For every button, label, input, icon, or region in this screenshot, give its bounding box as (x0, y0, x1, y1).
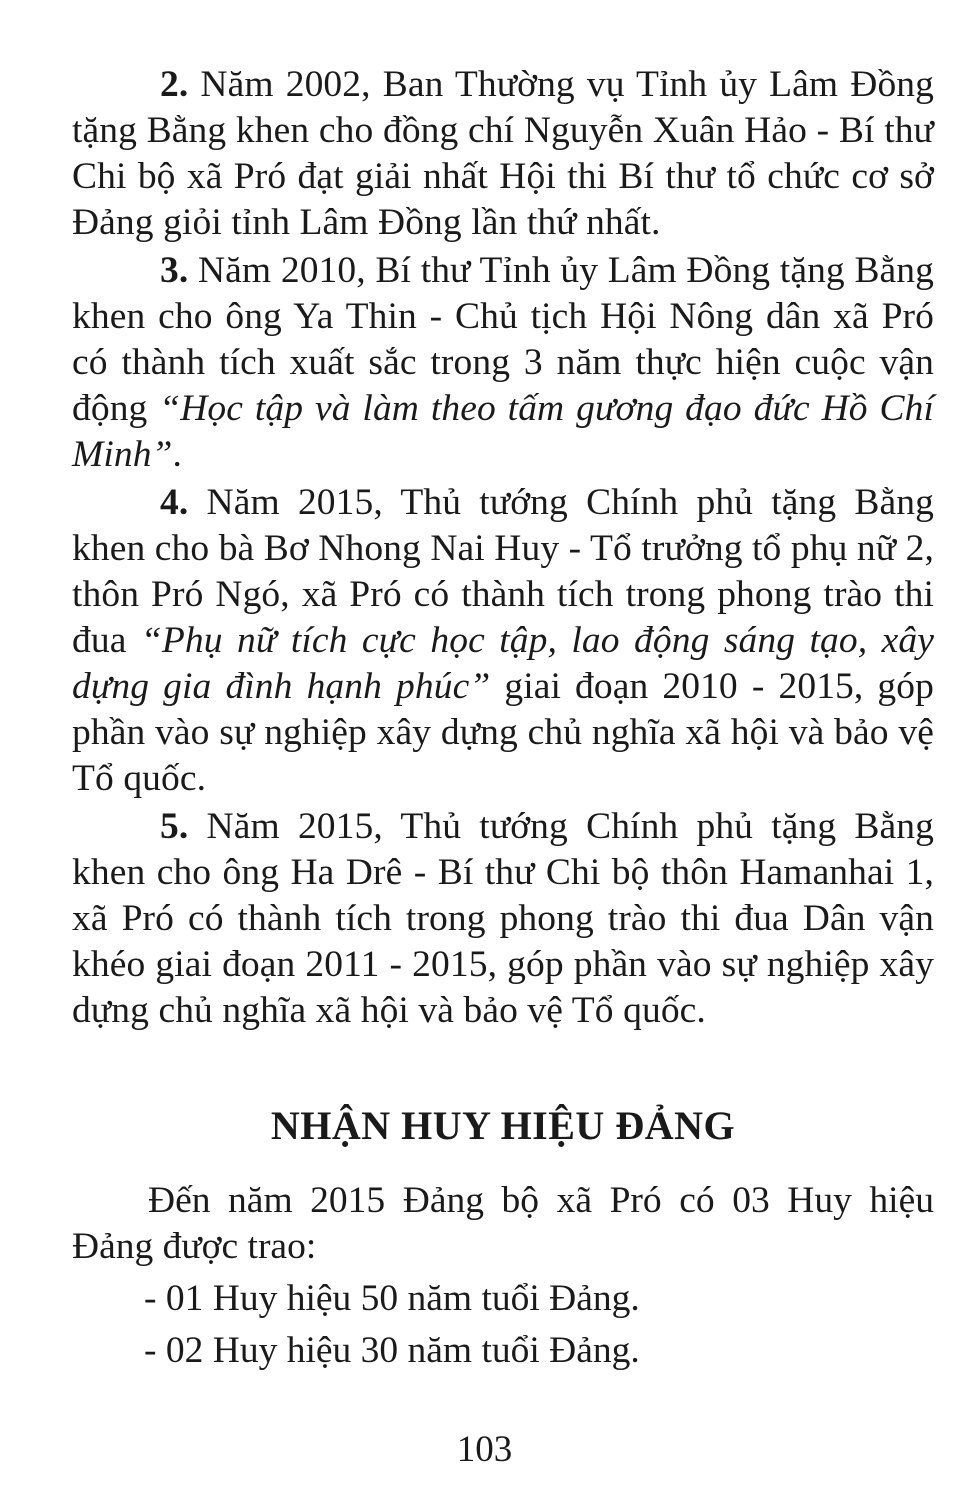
paragraph-number: 2. (160, 64, 189, 105)
list-item: - 02 Huy hiệu 30 năm tuổi Đảng. (144, 1330, 640, 1371)
paragraph-number: 5. (160, 806, 189, 847)
paragraph-text: Năm 2015, Thủ tướng Chính phủ tặng Bằng khen cho ông Ha Drê - Bí thư Chi bộ thôn Hamanhai 1, xã Pró có thành tích trong phong trào thi đua Dân vận khéo giai đoạn 2011 - 2015, góp phần vào sự nghiệp xây dựng chủ nghĩa xã hội và bảo vệ Tổ quốc. (72, 806, 934, 1031)
paragraph-tail: . (172, 434, 182, 475)
paragraph-italic-quote: “Phụ nữ tích cực học tập, lao động sáng tạo, xây dựng gia đình hạnh phúc” (72, 620, 934, 707)
list-item: - 01 Huy hiệu 50 năm tuổi Đảng. (144, 1278, 640, 1319)
award-paragraph-2 (72, 62, 934, 246)
section-intro: Đến năm 2015 Đảng bộ xã Pró có 03 Huy hiệu Đảng được trao: (72, 1180, 934, 1267)
paragraph-number: 4. (160, 482, 189, 523)
award-paragraph-4 (72, 480, 934, 802)
award-paragraph-5 (72, 804, 934, 1034)
paragraph-text: Năm 2015, Thủ tướng Chính phủ tặng Bằng khen cho bà Bơ Nhong Nai Huy - Tổ trưởng tổ phụ nữ 2, thôn Pró Ngó, xã Pró có thành tích trong phong trào thi đua (72, 482, 934, 661)
paragraph-text: Năm 2010, Bí thư Tỉnh ủy Lâm Đồng tặng Bằng khen cho ông Ya Thin - Chủ tịch Hội Nông dân xã Pró có thành tích xuất sắc trong 3 năm thực hiện cuộc vận động (72, 250, 934, 429)
document-page (72, 62, 934, 1380)
paragraph-text: Năm 2002, Ban Thường vụ Tỉnh ủy Lâm Đồng tặng Bằng khen cho đồng chí Nguyễn Xuân Hảo - Bí thư Chi bộ xã Pró đạt giải nhất Hội thi Bí thư tổ chức cơ sở Đảng giỏi tỉnh Lâm Đồng lần thứ nhất. (72, 64, 934, 243)
paragraph-italic-quote: “Học tập và làm theo tấm gương đạo đức Hồ Chí Minh” (72, 388, 934, 475)
paragraph-tail: giai đoạn 2010 - 2015, góp phần vào sự nghiệp xây dựng chủ nghĩa xã hội và bảo vệ Tổ quốc. (72, 666, 934, 799)
award-paragraph-3 (72, 248, 934, 478)
page-number: 103 (456, 1429, 513, 1470)
section-heading: NHẬN HUY HIỆU ĐẢNG (270, 1103, 736, 1148)
paragraph-number: 3. (160, 250, 189, 291)
badge-list (72, 1276, 934, 1374)
